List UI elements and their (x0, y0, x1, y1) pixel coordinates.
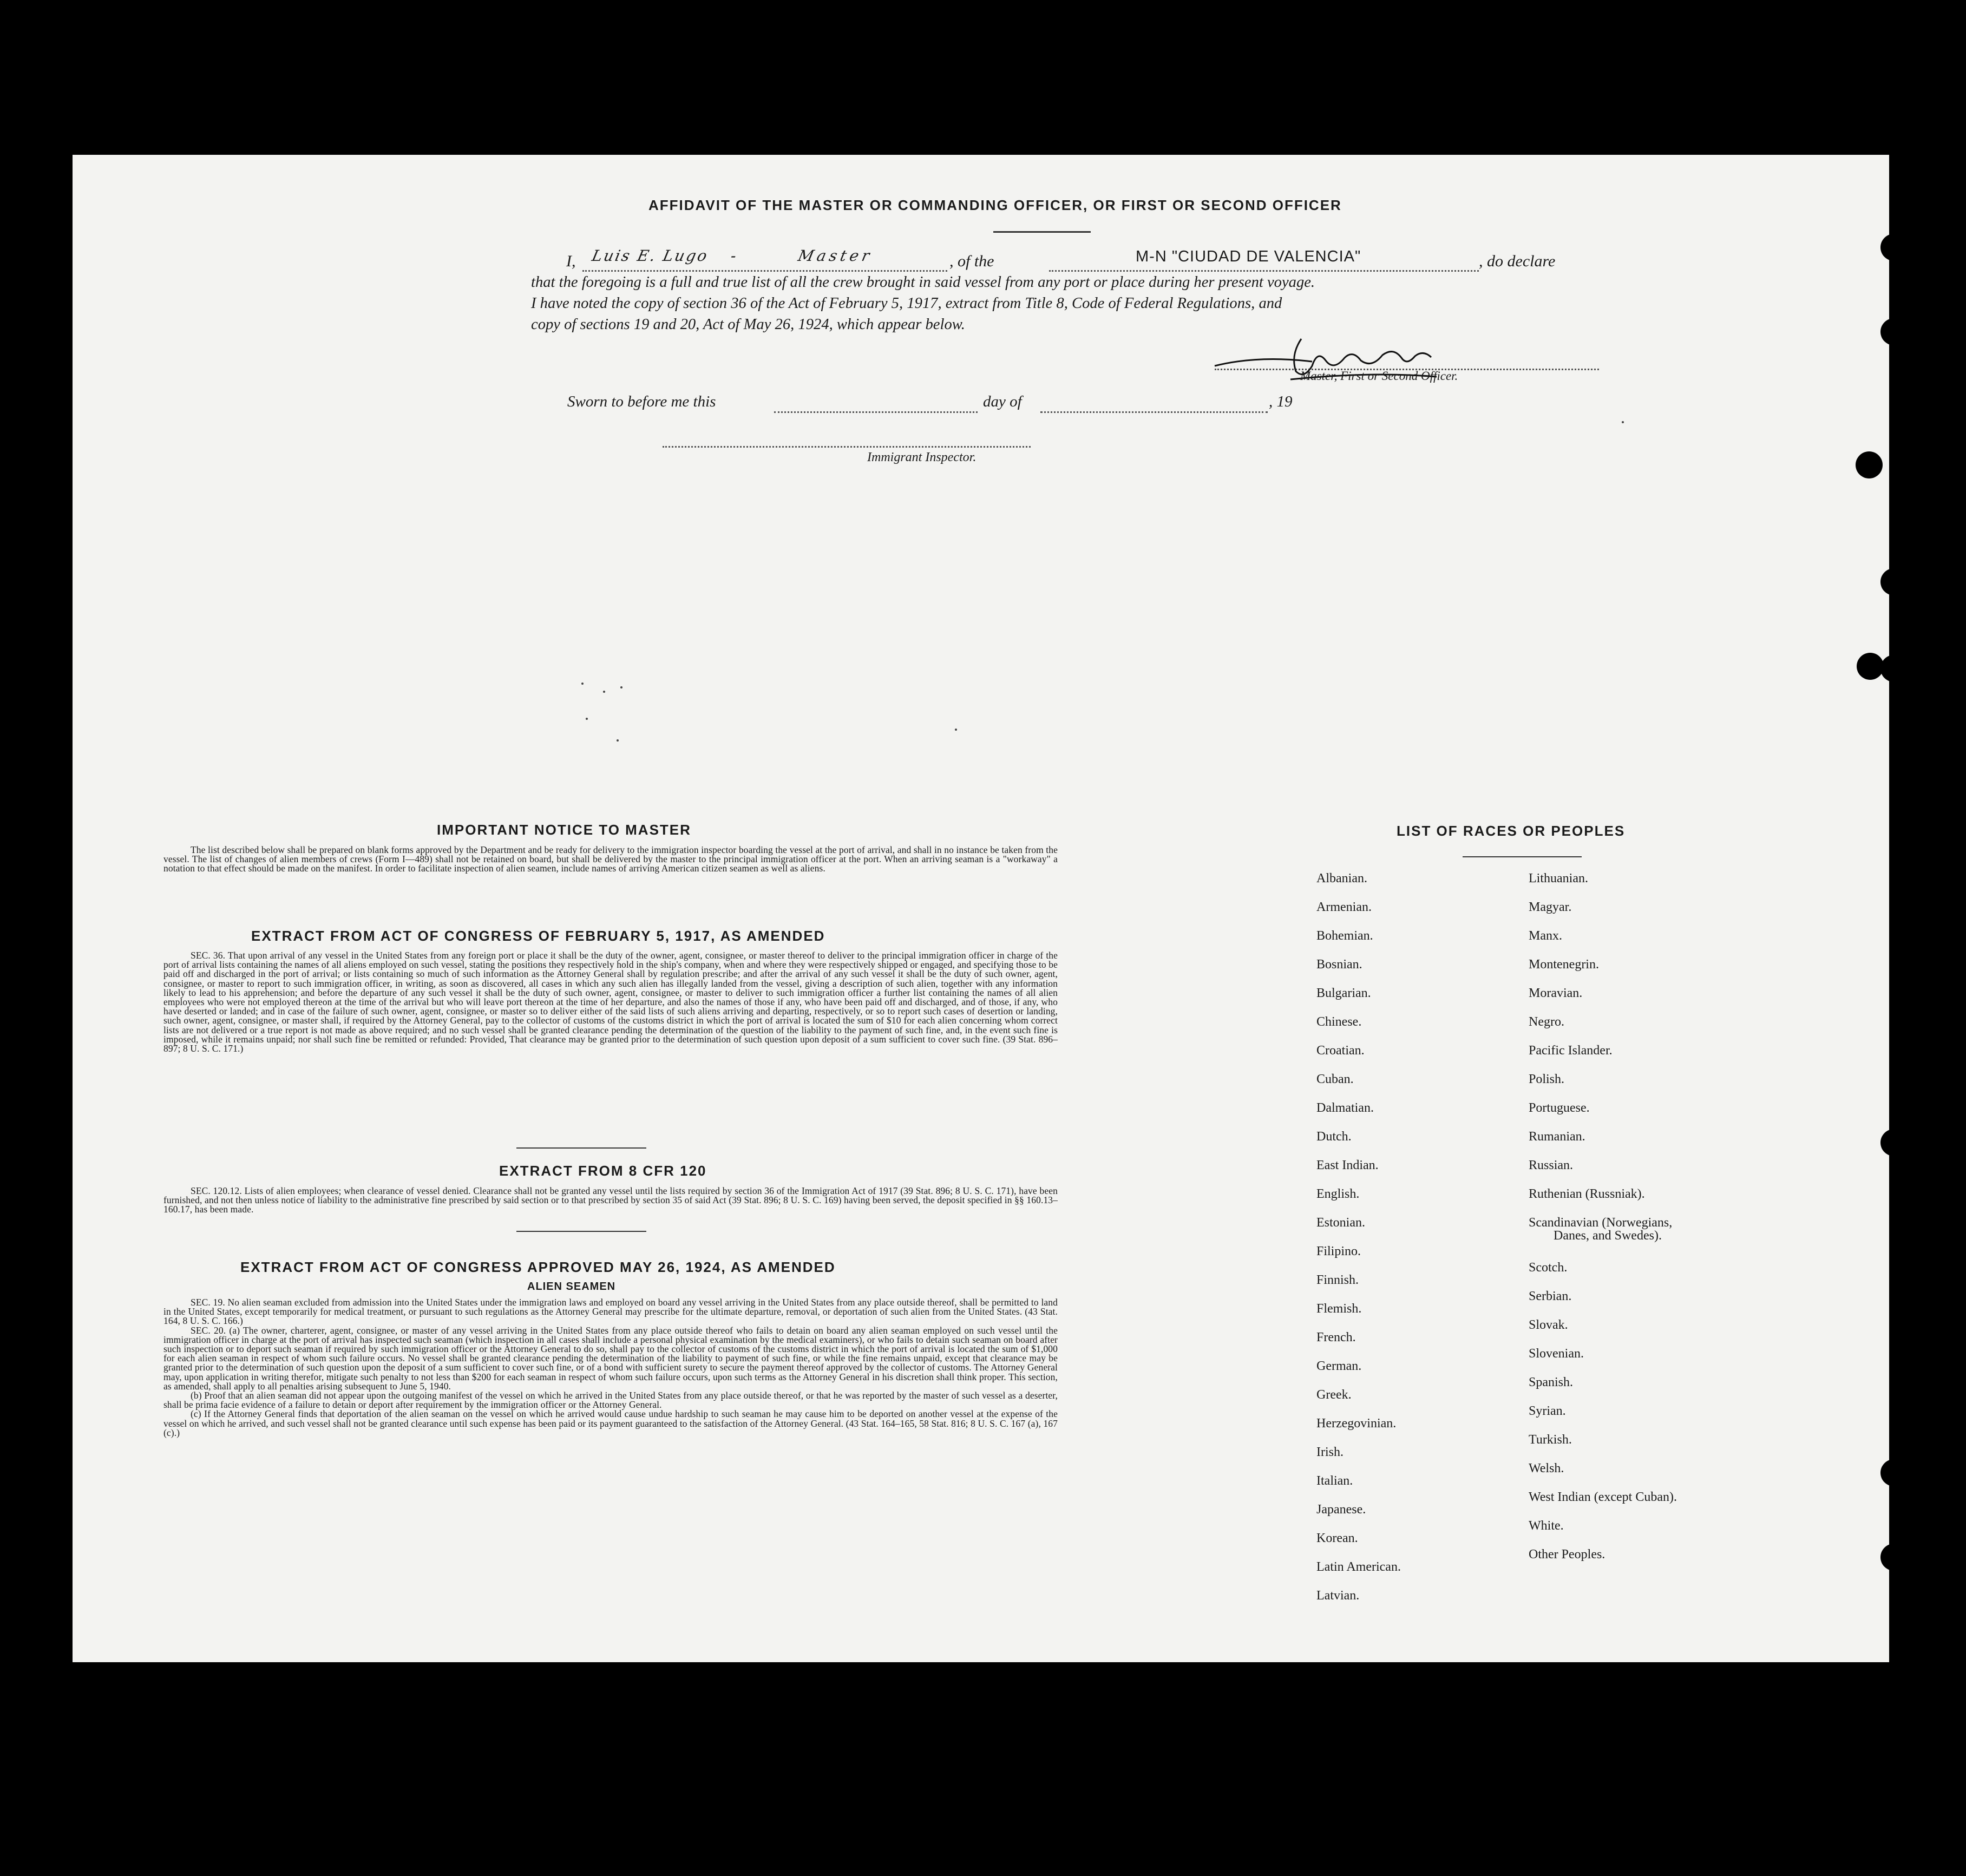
race-item: Cuban. (1316, 1072, 1354, 1086)
stray-mark (617, 739, 619, 742)
race-item: Slovenian. (1529, 1347, 1584, 1361)
notice-body: The list described below shall be prepared on blank forms approved by the Department and be ready for delivery to the immigration inspector boarding the vessel at the port of arrival, and shall in no instance be taken from the vessel. The list of changes of alien members of crews (Form I—489) shall not be retained on board, but shall be delivered by the master to the principal immigration officer at the port. When an arriving seaman is a "workaway" a notation to that effect should be made on the manifest. In order to facilitate inspection of alien seamen, include names of arriving American citizen seamen as well as aliens. (163, 844, 1058, 874)
stray-mark (581, 683, 584, 685)
race-item: Japanese. (1316, 1503, 1366, 1517)
race-item: Croatian. (1316, 1044, 1365, 1058)
race-item: Scotch. (1529, 1261, 1568, 1275)
binder-hole (1880, 1459, 1908, 1486)
race-item: English. (1316, 1187, 1360, 1201)
binder-hole (1880, 568, 1908, 595)
section-19: SEC. 19. No alien seaman excluded from admission into the United States under the immigration laws and employed on board any vessel arriving in the United States from any place outside thereof, shall be permitted to land in the United States, except temporarily for medical treatment, or pursuant to such regulations as the Attorney General may prescribe for the ultimate departure, removal, or deportation of such alien from the United States. (43 Stat. 164, 8 U. S. C. 166.) (163, 1297, 1058, 1327)
extract-1924-body (163, 1298, 1058, 1438)
vessel-name: M-N "CIUDAD DE VALENCIA" (1136, 248, 1361, 265)
stray-mark (620, 686, 622, 688)
do-declare-label: , do declare (1479, 252, 1556, 270)
extract-1924-subtitle: ALIEN SEAMEN (527, 1281, 616, 1293)
race-item: Albanian. (1316, 871, 1367, 885)
extract-1917-body: SEC. 36. That upon arrival of any vessel in the United States from any foreign port or place it shall be the duty of the owner, agent, consignee, or master thereof to deliver to the principal immigration officer in charge of the port of arrival lists containing the names of all aliens employed on such vessel, stating the positions they respectively hold in the ship's company, when and where they were respectively shipped or engaged, and specifying those to be paid off and discharged in the port of arrival; or lists containing so much of such information as the Attorney General shall by regulation prescribe; and after the arrival of any such vessel it shall be the duty of such owner, agent, consignee, or master to report to such immigration officer, in writing, as soon as discovered, all cases in which any such alien has illegally landed from the vessel, giving a description of such alien, together with any information likely to lead to his apprehension; and before the departure of any such vessel it shall be the duty of such owner, agent, consignee, or master to deliver to such immigration officer a further list containing the names of all alien employees who were not employed thereon at the time of the arrival but who will leave port thereon at the time of her departure, and also the names of those if any, who have been paid off and discharged, and of those, if any, who have deserted or landed; and in case of the failure of such owner, agent, consignee, or master so to deliver either of the said lists of such aliens arriving and departing, respectively, or so to report such cases of desertion or landing, such owner, agent, consignee, or master shall, if required by the Attorney General, pay to the collector of customs of the customs district in which the port of arrival is located the sum of $10 for each alien concerning whom correct lists are not delivered or a true report is not made as above required; and no such vessel shall be granted clearance pending the determination of the question of the liability to the payment of such fine, and, in the event such fine is imposed, while it remains unpaid; nor shall such fine be remitted or refunded: Provided, That clearance may be granted prior to the determination of such question upon deposit of a sum sufficient to cover such fine. (39 Stat. 896–897; 8 U. S. C. 171.) (163, 950, 1058, 1054)
declaration-prefix: I, (566, 252, 576, 270)
extract-cfr-body: SEC. 120.12. Lists of alien employees; when clearance of vessel denied. Clearance shall not be granted any vessel until the lists required by section 36 of the Immigration Act of 1917 (39 Stat. 896; 8 U. S. C. 171), have been furnished, and not then unless notice of liability to the administrative fine prescribed by said section or to that prescribed by section 35 of said Act (39 Stat. 896; 8 U. S. C. 169) having been served, the deposit specified in §§ 160.13–160.17, has been made. (163, 1185, 1058, 1215)
race-item: Flemish. (1316, 1302, 1362, 1316)
race-item: Estonian. (1316, 1216, 1365, 1230)
race-item: Chinese. (1316, 1015, 1362, 1029)
stray-mark (603, 691, 605, 693)
inspector-caption: Immigrant Inspector. (867, 450, 977, 464)
binder-hole (1856, 451, 1883, 478)
race-item: Filipino. (1316, 1244, 1361, 1258)
extract-1924-title: EXTRACT FROM ACT OF CONGRESS APPROVED MAY 26, 1924, AS AMENDED (240, 1259, 836, 1275)
race-item: Italian. (1316, 1474, 1353, 1488)
race-item: Other Peoples. (1529, 1547, 1605, 1562)
race-item: Latin American. (1316, 1560, 1401, 1574)
day-of-label: day of (983, 393, 1022, 410)
race-item: Armenian. (1316, 900, 1372, 914)
race-item: Finnish. (1316, 1273, 1359, 1287)
form-page (73, 155, 1889, 1662)
stray-mark (1622, 421, 1624, 423)
name-blank (582, 270, 947, 272)
race-item: French. (1316, 1330, 1356, 1344)
race-item: Bosnian. (1316, 957, 1362, 972)
declaration-line-3: I have noted the copy of section 36 of the Act of February 5, 1917, extract from Title 8, Code of Federal Regulations, and (531, 295, 1282, 312)
race-item: West Indian (except Cuban). (1529, 1490, 1677, 1504)
race-item: Manx. (1529, 929, 1562, 943)
race-item: Montenegrin. (1529, 957, 1599, 972)
year-label: , 19 (1269, 393, 1293, 410)
binder-hole (1880, 1544, 1908, 1571)
races-title: LIST OF RACES OR PEOPLES (1397, 823, 1626, 839)
race-item: Rumanian. (1529, 1130, 1585, 1144)
race-item: Magyar. (1529, 900, 1572, 914)
of-the-label: , of the (949, 252, 994, 270)
race-item: Bulgarian. (1316, 986, 1371, 1000)
race-item: Ruthenian (Russniak). (1529, 1187, 1645, 1201)
signature-caption: Master, First or Second Officer. (1300, 369, 1458, 383)
binder-hole (1857, 653, 1884, 680)
race-item: Lithuanian. (1529, 871, 1588, 885)
stray-mark (586, 718, 588, 720)
sworn-day-blank (774, 411, 978, 413)
race-item: Polish. (1529, 1072, 1565, 1086)
binder-hole (1880, 234, 1908, 261)
declaration-line-2: that the foregoing is a full and true list of all the crew brought in said vessel from any port or place during her present voyage. (531, 274, 1315, 291)
notice-title: IMPORTANT NOTICE TO MASTER (437, 822, 691, 838)
section-20b: (b) Proof that an alien seaman did not appear upon the outgoing manifest of the vessel on which he arrived in the United States from any place outside thereof, or that he was reported by the master of such vessel as a deserter, shall be prima facie evidence of a failure to detain or deport after requirement by the immigration officer or the Attorney General. (163, 1390, 1058, 1411)
race-item: Serbian. (1529, 1289, 1572, 1303)
race-item: White. (1529, 1519, 1564, 1533)
race-item: Turkish. (1529, 1433, 1572, 1447)
binder-hole (1880, 1129, 1908, 1156)
sworn-label: Sworn to before me this (567, 393, 716, 410)
race-item: Spanish. (1529, 1375, 1574, 1389)
race-item: Korean. (1316, 1531, 1358, 1545)
race-item: German. (1316, 1359, 1362, 1373)
race-item: Pacific Islander. (1529, 1044, 1613, 1058)
extract-1917-rule (516, 1147, 646, 1149)
race-item: Scandinavian (Norwegians, (1529, 1216, 1673, 1230)
extract-cfr-title: EXTRACT FROM 8 CFR 120 (499, 1163, 707, 1179)
race-item: Danes, and Swedes). (1554, 1229, 1662, 1243)
race-item: Portuguese. (1529, 1101, 1590, 1115)
race-item: Dutch. (1316, 1130, 1352, 1144)
race-item: Bohemian. (1316, 929, 1373, 943)
race-item: Moravian. (1529, 986, 1583, 1000)
race-item: Syrian. (1529, 1404, 1566, 1418)
declaration-line-4: copy of sections 19 and 20, Act of May 26, 1924, which appear below. (531, 316, 965, 333)
race-item: Russian. (1529, 1158, 1574, 1172)
handwritten-rank: Master (796, 247, 875, 265)
affidavit-title: AFFIDAVIT OF THE MASTER OR COMMANDING OFFICER, OR FIRST OR SECOND OFFICER (648, 197, 1342, 213)
race-item: Negro. (1529, 1015, 1564, 1029)
section-20a: SEC. 20. (a) The owner, charterer, agent, consignee, or master of any vessel arriving in the United States from any place outside thereof who fails to detain on board any alien seaman employed on such vessel until the immigration officer in charge at the port of arrival has inspected such seaman (which inspection in all cases shall include a personal physical examination by the medical examiners), or who fails to detain such seaman on board after such inspection or to deport such seaman if required by such immigration officer or the Attorney General to do so, shall pay to the collector of customs of the customs district in which the port of arrival is located the sum of $1,000 for each alien seaman in respect of whom such failure occurs. No vessel shall be granted clearance pending the determination of the liability to payment of such fine, or while the fine remains unpaid, except that clearance may be granted prior to the determination of such question upon the deposit of a sum sufficient to cover such fine, or of a bond with sufficient surety to secure the payment thereof approved by the collector of customs. The Attorney General may, upon application in writing therefor, mitigate such penalty to not less than $200 for each seaman in respect of whom such failure occurs, upon such terms as the Attorney General in his discretion shall think proper. This section, as amended, shall apply to all penalties arising subsequent to June 5, 1940. (163, 1324, 1058, 1392)
race-item: Greek. (1316, 1388, 1352, 1402)
race-item: Herzegovinian. (1316, 1416, 1397, 1431)
races-title-rule (1463, 856, 1582, 857)
race-item: Irish. (1316, 1445, 1344, 1459)
race-item: Latvian. (1316, 1589, 1360, 1603)
handwritten-name: Luis E. Lugo - Master (590, 247, 875, 265)
inspector-signature-blank (663, 446, 1031, 448)
race-item: Slovak. (1529, 1318, 1568, 1332)
binder-hole (1880, 655, 1908, 682)
extract-1917-title: EXTRACT FROM ACT OF CONGRESS OF FEBRUARY 5, 1917, AS AMENDED (251, 928, 825, 944)
affidavit-title-rule (993, 231, 1091, 233)
race-item: Welsh. (1529, 1461, 1564, 1475)
extract-cfr-rule (516, 1231, 646, 1232)
section-20c: (c) If the Attorney General finds that deportation of the alien seaman on the vessel on which he arrived would cause undue hardship to such seaman he may cause him to be deported on another vessel at the expense of the vessel on which he arrived, and such vessel shall not be granted clearance until such expense has been paid or its payment guaranteed to the satisfaction of the Attorney General. (43 Stat. 164–165, 58 Stat. 816; 8 U. S. C. 167 (a), 167 (c).) (163, 1408, 1058, 1438)
stray-mark (955, 729, 957, 731)
binder-hole (1880, 318, 1908, 345)
race-item: East Indian. (1316, 1158, 1379, 1172)
sworn-month-blank (1040, 411, 1268, 413)
vessel-blank (1049, 270, 1479, 272)
race-item: Dalmatian. (1316, 1101, 1374, 1115)
